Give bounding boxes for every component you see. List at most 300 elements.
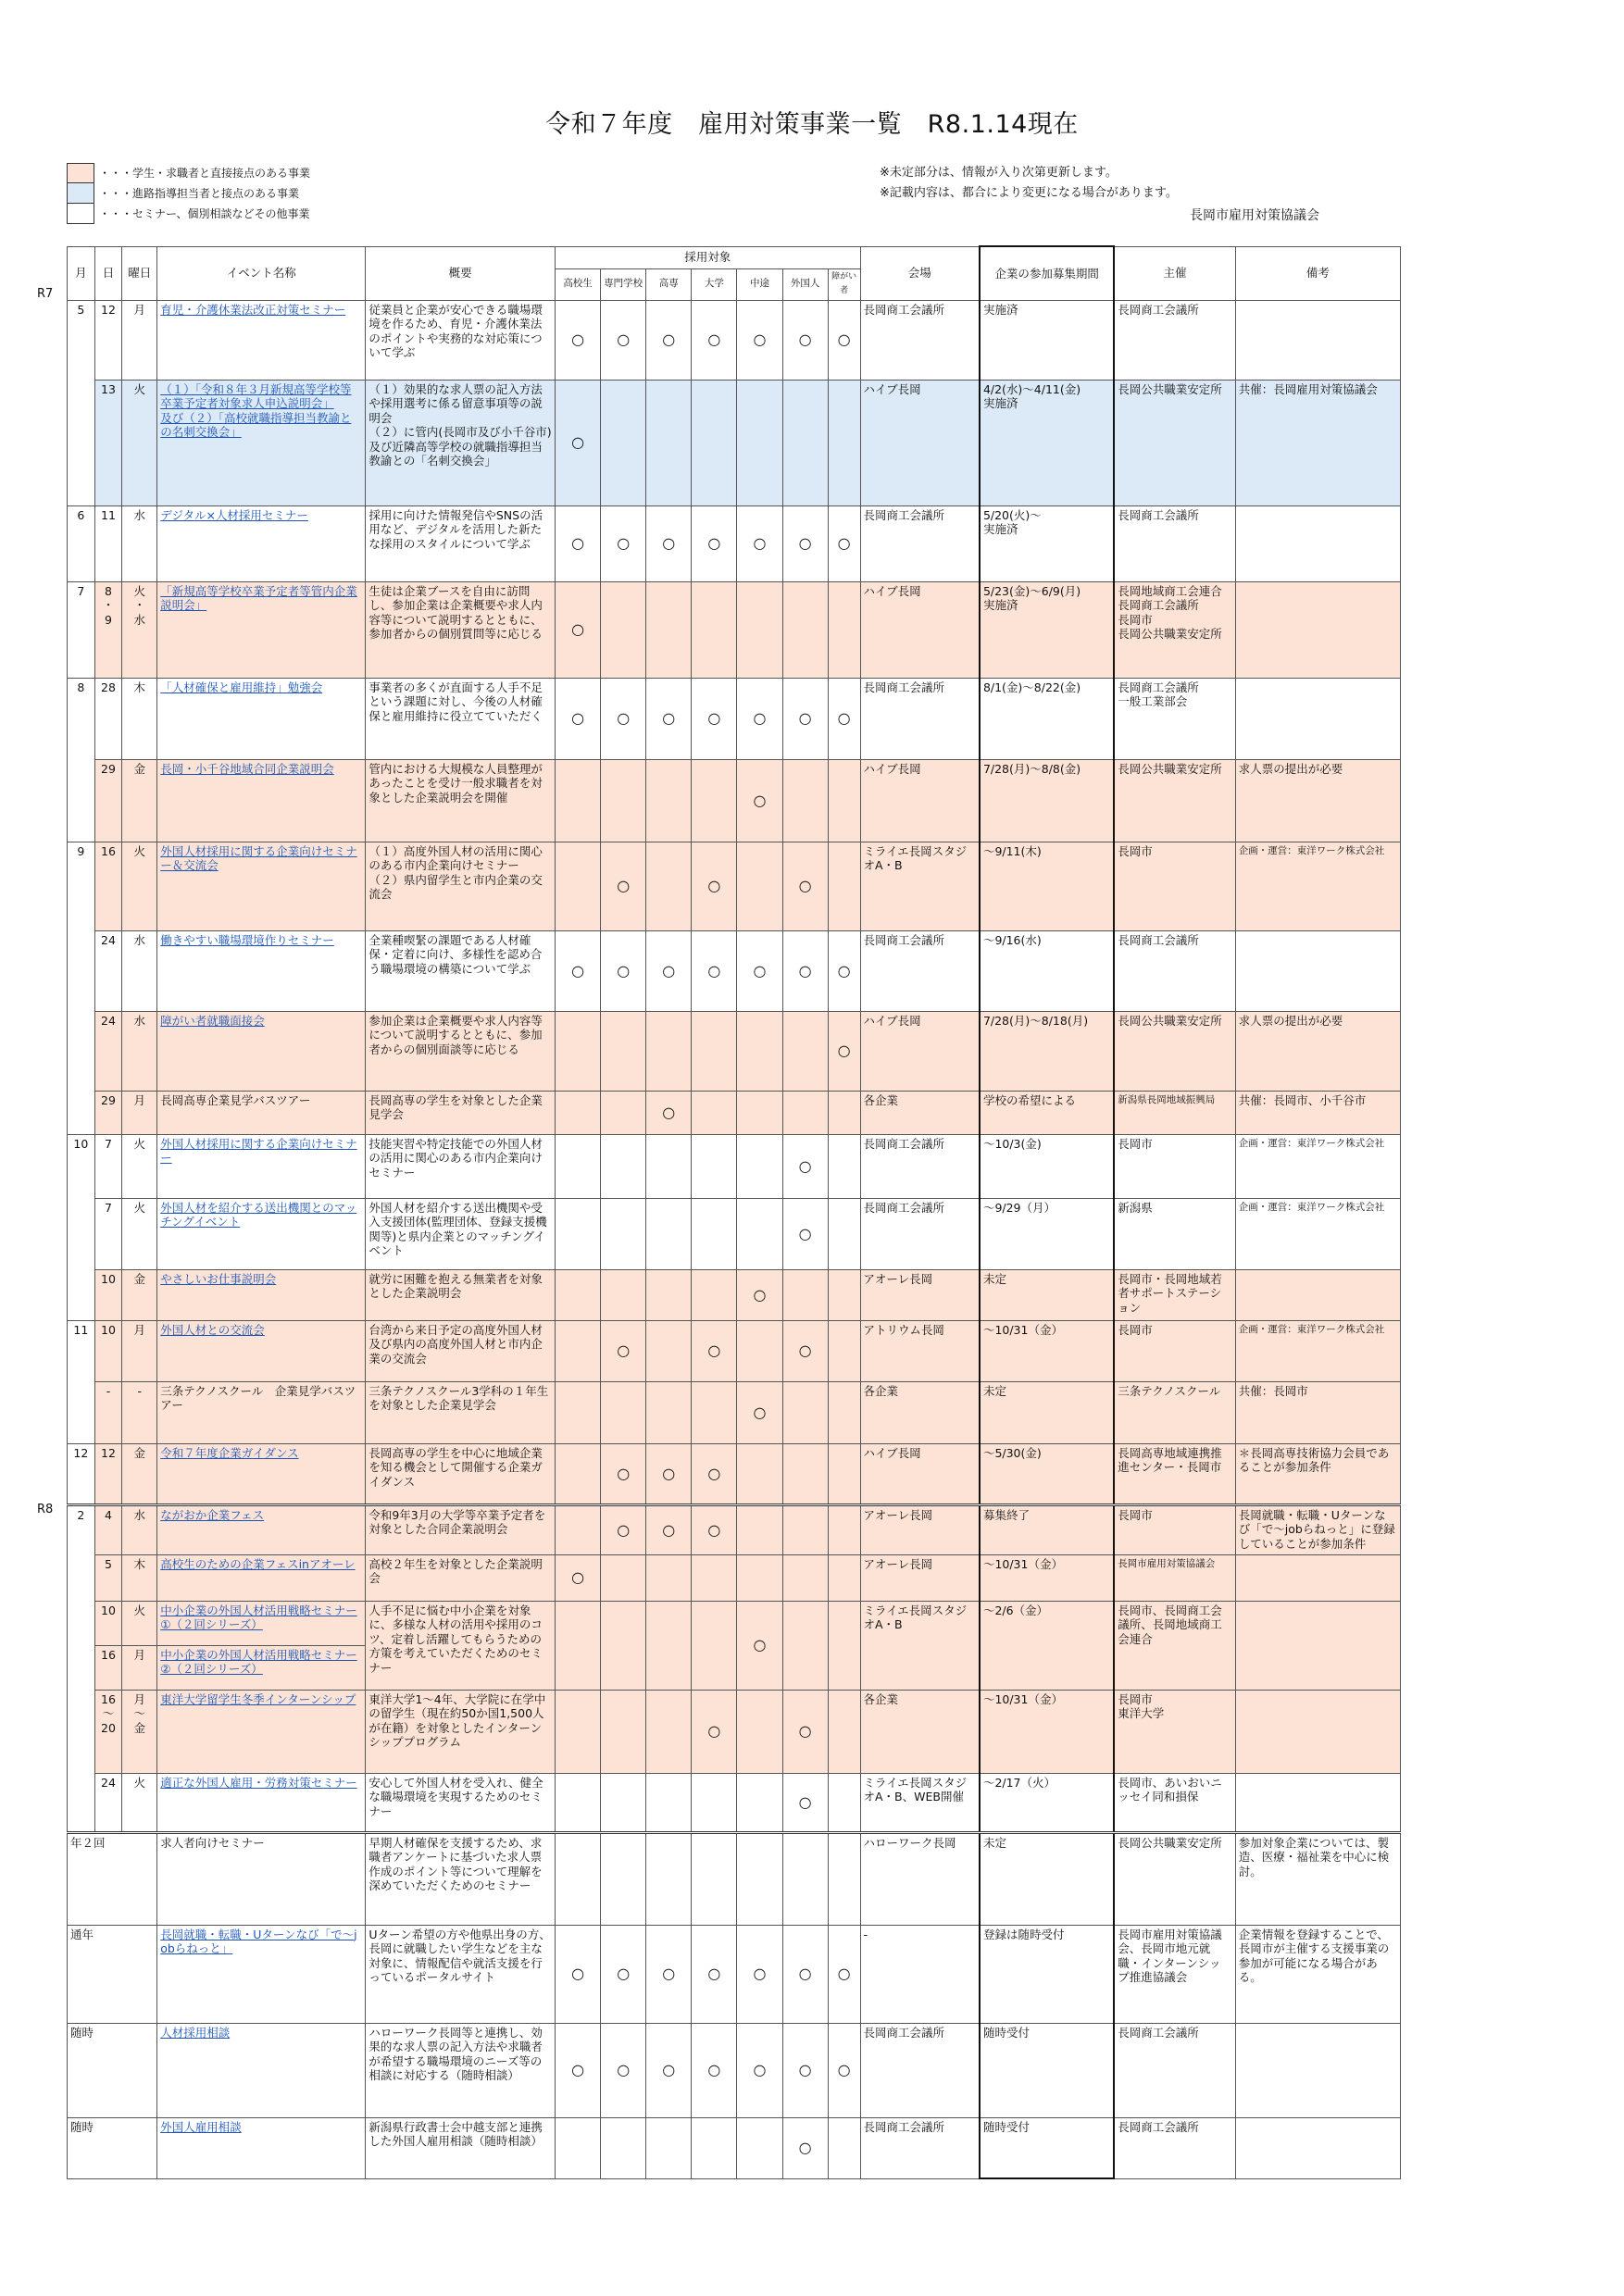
col-host: 主催 <box>1114 246 1235 300</box>
event-link[interactable] <box>160 1446 298 1460</box>
target-cell <box>601 1269 646 1320</box>
cell-text: 金 <box>133 1445 146 1460</box>
col-target-midcareer: 中途 <box>737 268 782 300</box>
cell-text: 実施済 <box>982 598 1018 612</box>
host-cell <box>1114 1832 1235 1925</box>
cell-text: 参加企業は企業概要や求人内容等について説明するとともに、参加者からの個別面談等に応じる <box>369 1013 543 1056</box>
cell-text: 事業者の多くが直面する人手不足という課題に対し、今後の人材確保と雇用維持に役立てていただく <box>369 680 543 723</box>
month-cell <box>68 678 95 842</box>
target-cell: ○ <box>737 505 782 581</box>
cell-text: 29 <box>101 761 116 776</box>
cell-text: 東洋大学 <box>1118 1706 1165 1720</box>
weekday-cell <box>122 1554 157 1601</box>
cell-text: 12 <box>101 302 116 317</box>
venue-cell <box>860 1601 980 1690</box>
target-cell <box>828 1269 860 1320</box>
target-cell: ○ <box>556 300 601 380</box>
target-cell: ○ <box>782 930 828 1011</box>
event-name-cell <box>157 2023 366 2117</box>
event-row <box>68 2117 1401 2178</box>
target-cell <box>782 759 828 842</box>
remarks-cell <box>1235 1198 1400 1269</box>
target-cell: ○ <box>556 1554 601 1601</box>
venue-cell <box>860 759 980 842</box>
cell-text: 育児・介護休業法改正対策セミナー <box>160 302 346 317</box>
cell-text: - <box>137 1383 143 1398</box>
note-line: ※未定部分は、情報が入り次第更新します。 <box>880 166 1118 180</box>
cell-text: 求人者向けセミナー <box>160 1835 265 1850</box>
remarks-cell <box>1235 1011 1400 1091</box>
cell-text: 実施済 <box>982 302 1018 317</box>
summary-cell <box>366 1554 556 1601</box>
summary-cell <box>366 1773 556 1832</box>
col-target: 採用対象 <box>556 246 860 268</box>
cell-text: 各企業 <box>863 1691 899 1706</box>
cell-text: ～9/29（月） <box>982 1200 1056 1215</box>
cell-text: ハイブ長岡 <box>863 1013 921 1028</box>
day-cell <box>94 759 122 842</box>
target-cell: ○ <box>556 380 601 505</box>
cell-text: 共催：長岡市 <box>1238 1383 1308 1398</box>
day-cell <box>94 1554 122 1601</box>
target-cell <box>737 1773 782 1832</box>
cell-text: デジタル×人材採用セミナー <box>160 507 308 522</box>
day-cell <box>94 300 122 380</box>
target-cell: ○ <box>828 2023 860 2117</box>
event-name <box>160 1836 265 1850</box>
event-link[interactable] <box>160 303 345 317</box>
cell-text: 従業員と企業が安心できる職場環境を作るため、育児・介護休業法のポイントや実務的な対応策について学ぶ <box>369 302 543 359</box>
venue-cell <box>860 1554 980 1601</box>
cell-text: 月 <box>133 1092 146 1107</box>
event-link[interactable] <box>160 1603 357 1632</box>
cell-text: 火 <box>133 1200 146 1215</box>
event-link[interactable] <box>160 382 351 440</box>
day-cell <box>94 1690 122 1773</box>
cell-text: 長岡市 <box>1118 843 1153 858</box>
target-cell: ○ <box>782 678 828 759</box>
day-cell <box>94 505 122 581</box>
summary-cell <box>366 1198 556 1269</box>
target-cell <box>692 380 737 505</box>
col-summary: 概要 <box>366 246 556 300</box>
event-link[interactable] <box>160 584 357 613</box>
cell-text: 随時 <box>70 2025 94 2040</box>
cell-text: 9 <box>77 843 85 858</box>
target-cell <box>646 1381 692 1443</box>
cell-text: 長岡市 <box>1118 1507 1153 1522</box>
host-cell <box>1114 1601 1235 1690</box>
event-link[interactable] <box>160 2120 242 2134</box>
cell-text: アオーレ長岡 <box>863 1556 933 1571</box>
cell-text: 火 <box>133 1775 146 1790</box>
cell-text: 長岡商工会議所 <box>863 2119 945 2134</box>
target-cell <box>601 1690 646 1773</box>
host-cell <box>1114 1011 1235 1091</box>
cell-text: （１）効果的な求人票の記入方法や採用選考に係る留意事項等の説明会 <box>369 381 543 425</box>
cell-text: 長岡市 <box>1118 1322 1153 1337</box>
target-cell: ○ <box>782 505 828 581</box>
target-cell <box>828 1554 860 1601</box>
event-row <box>68 1269 1401 1320</box>
summary-cell <box>366 1443 556 1504</box>
target-cell <box>601 1134 646 1198</box>
remarks-cell <box>1235 1773 1400 1832</box>
event-name-cell <box>157 1134 366 1198</box>
cell-text: 及び（２）「高校就職指導担当教諭との名刺交換会」 <box>160 410 352 439</box>
venue-cell <box>860 2117 980 2178</box>
event-link[interactable] <box>160 2026 230 2040</box>
target-cell <box>782 1381 828 1443</box>
venue-cell <box>860 581 980 678</box>
event-link[interactable] <box>160 508 308 522</box>
target-cell <box>692 1091 737 1134</box>
target-cell <box>601 759 646 842</box>
target-cell <box>737 842 782 930</box>
target-cell: ○ <box>556 505 601 581</box>
cell-text: 長岡市・長岡地域若者サポートステーション <box>1118 1271 1222 1315</box>
venue-cell <box>860 1011 980 1091</box>
host-cell <box>1114 2117 1235 2178</box>
remarks-cell <box>1235 1504 1400 1554</box>
event-row <box>68 1320 1401 1381</box>
event-row <box>68 1443 1401 1504</box>
target-cell: ○ <box>556 930 601 1011</box>
event-name-cell <box>157 1645 366 1690</box>
cell-text: ～10/31（金） <box>982 1691 1063 1706</box>
target-cell: ○ <box>556 678 601 759</box>
month-cell <box>68 1320 95 1443</box>
cell-text: 5/23(金)～6/9(月) <box>982 583 1081 598</box>
legend-swatch <box>67 163 94 183</box>
target-cell <box>601 1198 646 1269</box>
target-cell: ○ <box>556 1925 601 2023</box>
event-row <box>68 1091 1401 1134</box>
day-cell <box>94 842 122 930</box>
target-cell <box>828 1091 860 1134</box>
remarks-cell <box>1235 1134 1400 1198</box>
cell-text: 4 <box>105 1507 112 1522</box>
day-cell <box>94 1134 122 1198</box>
month-cell <box>68 1925 157 2023</box>
cell-text: ハイブ長岡 <box>863 381 921 396</box>
cell-text: 5/20(火)～ <box>982 507 1042 522</box>
venue-cell <box>860 1443 980 1504</box>
target-cell <box>601 380 646 505</box>
target-cell <box>692 1773 737 1832</box>
target-cell <box>782 1011 828 1091</box>
weekday-cell <box>122 1443 157 1504</box>
event-link[interactable] <box>160 1776 357 1790</box>
period-cell <box>980 1134 1114 1198</box>
target-cell: ○ <box>737 678 782 759</box>
event-link[interactable] <box>160 1692 356 1706</box>
target-cell <box>828 581 860 678</box>
event-name-cell <box>157 1320 366 1381</box>
target-cell: ○ <box>556 581 601 678</box>
target-cell <box>556 1773 601 1832</box>
year-label-r8: R8 <box>37 1503 54 1516</box>
cell-text: 企画・運営：東洋ワーク株式会社 <box>1238 1201 1385 1213</box>
period-cell <box>980 1925 1114 2023</box>
target-cell: ○ <box>601 1925 646 2023</box>
venue-cell <box>860 842 980 930</box>
event-link[interactable] <box>160 1014 265 1028</box>
summary-cell <box>366 1269 556 1320</box>
event-name-cell <box>157 1381 366 1443</box>
target-cell: ○ <box>601 930 646 1011</box>
cell-text: 長岡高専の学生を対象とした企業見学会 <box>369 1092 543 1121</box>
cell-text: ～5/30(金) <box>982 1445 1042 1460</box>
legend-label: ・・・進路指導担当者と接点のある事業 <box>99 187 300 200</box>
cell-text: 長岡公共職業安定所 <box>1118 627 1222 641</box>
cell-text: 16 <box>101 1647 116 1662</box>
target-cell <box>556 1381 601 1443</box>
remarks-cell <box>1235 300 1400 380</box>
cell-text: 採用に向けた情報発信やSNSの活用など、デジタルを活用した新たな採用のスタイルについて学ぶ <box>369 507 543 551</box>
venue-cell <box>860 300 980 380</box>
cell-text: - <box>863 1927 868 1941</box>
cell-text: 10 <box>101 1271 116 1286</box>
event-link[interactable] <box>160 1508 264 1522</box>
target-cell <box>646 1198 692 1269</box>
day-cell <box>94 678 122 759</box>
target-cell <box>828 842 860 930</box>
event-name-cell <box>157 930 366 1011</box>
event-name-cell <box>157 1504 366 1554</box>
cell-text: 長岡市雇用対策協議会 <box>1118 1557 1216 1569</box>
cell-text: ～2/6（金） <box>982 1603 1049 1617</box>
target-cell <box>692 1269 737 1320</box>
venue-cell <box>860 930 980 1011</box>
cell-text: 8/1(金)～8/22(金) <box>982 680 1081 694</box>
month-cell <box>68 505 95 581</box>
cell-text: 令和７年度企業ガイダンス <box>160 1445 299 1460</box>
target-cell <box>646 1773 692 1832</box>
cell-text: 12 <box>101 1445 116 1460</box>
cell-text: ハローワーク長岡 <box>863 1835 956 1850</box>
cell-text: 新潟県長岡地域振興局 <box>1118 1093 1216 1105</box>
target-cell <box>646 1011 692 1091</box>
cell-text: 高校２年生を対象とした企業説明会 <box>369 1556 543 1585</box>
event-row <box>68 1690 1401 1773</box>
legend-swatch <box>67 183 94 204</box>
target-cell <box>601 1601 646 1690</box>
event-link[interactable] <box>160 844 357 873</box>
host-cell <box>1114 1690 1235 1773</box>
target-cell <box>601 1011 646 1091</box>
cell-text: 新潟県 <box>1118 1200 1153 1215</box>
target-cell <box>601 2117 646 2178</box>
weekday-cell <box>122 842 157 930</box>
target-cell <box>646 1269 692 1320</box>
venue-cell <box>860 1269 980 1320</box>
cell-text: 11 <box>101 507 116 522</box>
cell-text: 7 <box>105 1136 112 1151</box>
period-cell <box>980 930 1114 1011</box>
cell-text: 共催：長岡市、小千谷市 <box>1238 1092 1367 1107</box>
cell-text: ハローワーク長岡等と連携し、効果的な求人票の記入方法や求職者が希望する職場環境のニーズ等の相談に対応する（随時相談） <box>369 2025 543 2082</box>
event-row <box>68 1134 1401 1198</box>
target-cell: ○ <box>782 2117 828 2178</box>
cell-text: 各企業 <box>863 1092 899 1107</box>
target-cell: ○ <box>601 1320 646 1381</box>
cell-text: 長岡商工会議所 <box>863 507 945 522</box>
summary-cell <box>366 1925 556 2023</box>
event-link[interactable] <box>160 762 334 776</box>
cell-text: 金 <box>133 1720 146 1735</box>
host-cell <box>1114 1134 1235 1198</box>
cell-text: 障がい者就職面接会 <box>160 1013 265 1028</box>
event-row <box>68 1925 1401 2023</box>
target-cell: ○ <box>828 930 860 1011</box>
cell-text: 募集終了 <box>982 1507 1030 1522</box>
period-cell <box>980 380 1114 505</box>
event-link[interactable] <box>160 680 322 694</box>
event-link[interactable] <box>160 1928 356 1956</box>
cell-text: 長岡市、長岡商工会議所、長岡地域商工会連合 <box>1118 1603 1222 1646</box>
cell-text: 外国人雇用相談 <box>160 2119 242 2134</box>
summary-cell <box>366 581 556 678</box>
cell-text: 高校生のための企業フェスinアオーレ <box>160 1556 356 1571</box>
cell-text: ＊長岡高専技術協力会員であることが参加条件 <box>1238 1445 1390 1474</box>
target-cell: ○ <box>692 1925 737 2023</box>
target-cell <box>737 1443 782 1504</box>
remarks-cell <box>1235 759 1400 842</box>
cell-text: 長岡市、あいおいニッセイ同和損保 <box>1118 1775 1222 1803</box>
venue-cell <box>860 1381 980 1443</box>
target-cell <box>737 581 782 678</box>
col-period: 企業の参加募集期間 <box>980 246 1114 300</box>
cell-text: ハイブ長岡 <box>863 761 921 776</box>
host-cell <box>1114 1091 1235 1134</box>
cell-text: 長岡市 <box>1118 1136 1153 1151</box>
cell-text: 長岡商工会議所 <box>1118 932 1199 947</box>
day-cell <box>94 380 122 505</box>
day-cell <box>94 581 122 678</box>
cell-text: 長岡地域商工会連合 <box>1118 583 1222 598</box>
period-cell <box>980 505 1114 581</box>
host-cell <box>1114 581 1235 678</box>
target-cell: ○ <box>737 300 782 380</box>
target-cell <box>646 1134 692 1198</box>
event-row <box>68 930 1401 1011</box>
cell-text: 中小企業の外国人材活用戦略セミナー①（２回シリーズ） <box>160 1603 357 1631</box>
month-cell <box>68 1504 95 1832</box>
cell-text: 未定 <box>982 1383 1006 1398</box>
event-name-cell <box>157 1091 366 1134</box>
cell-text: 実施済 <box>982 396 1018 410</box>
target-cell <box>782 1504 828 1554</box>
weekday-cell <box>122 300 157 380</box>
day-cell <box>94 1504 122 1554</box>
summary-cell <box>366 842 556 930</box>
target-cell: ○ <box>646 1504 692 1554</box>
remarks-cell <box>1235 842 1400 930</box>
host-cell <box>1114 1198 1235 1269</box>
cell-text: 働きやすい職場環境作りセミナー <box>160 932 334 947</box>
remarks-cell <box>1235 2023 1400 2117</box>
event-link[interactable] <box>160 1557 355 1571</box>
host-cell <box>1114 1773 1235 1832</box>
cell-text: 安心して外国人材を受入れ、健全な職場環境を実現するためのセミナー <box>369 1775 543 1818</box>
summary-cell <box>366 300 556 380</box>
period-cell <box>980 1269 1114 1320</box>
cell-text: 長岡商工会議所 <box>1118 2025 1199 2040</box>
cell-text: 長岡商工会議所 <box>1118 2119 1199 2134</box>
target-cell <box>737 1690 782 1773</box>
target-cell <box>646 1690 692 1773</box>
event-row <box>68 380 1401 505</box>
host-cell <box>1114 678 1235 759</box>
target-cell <box>692 759 737 842</box>
period-cell <box>980 1091 1114 1134</box>
cell-text: ～2/17（火） <box>982 1775 1056 1790</box>
target-cell: ○ <box>828 505 860 581</box>
cell-text: ～10/31（金） <box>982 1556 1063 1571</box>
remarks-cell <box>1235 1601 1400 1690</box>
event-link[interactable] <box>160 1648 357 1677</box>
period-cell <box>980 1443 1114 1504</box>
target-cell <box>646 759 692 842</box>
event-link[interactable] <box>160 1323 265 1337</box>
day-cell <box>94 1320 122 1381</box>
venue-cell <box>860 1198 980 1269</box>
cell-text: 適正な外国人雇用・労務対策セミナー <box>160 1775 357 1790</box>
host-cell <box>1114 2023 1235 2117</box>
target-cell <box>601 1381 646 1443</box>
weekday-cell <box>122 1601 157 1645</box>
host-cell <box>1114 505 1235 581</box>
period-cell <box>980 1011 1114 1091</box>
host-cell <box>1114 1320 1235 1381</box>
header-row <box>68 246 1401 268</box>
weekday-cell <box>122 1504 157 1554</box>
cell-text: 8 <box>105 583 112 598</box>
cell-text: 4/2(水)～4/11(金) <box>982 381 1081 396</box>
cell-text: 長岡就職・転職・Uターンなび「で～jobらねっと」に登録していることが参加条件 <box>1238 1507 1395 1551</box>
weekday-cell <box>122 1690 157 1773</box>
target-cell <box>828 380 860 505</box>
venue-cell <box>860 1925 980 2023</box>
col-venue: 会場 <box>860 246 980 300</box>
event-link[interactable] <box>160 1201 356 1229</box>
period-cell <box>980 581 1114 678</box>
cell-text: 11 <box>73 1322 89 1337</box>
cell-text: 長岡商工会議所 <box>863 1136 945 1151</box>
events-table <box>67 245 1401 2179</box>
event-row <box>68 1601 1401 1645</box>
target-cell: ○ <box>692 505 737 581</box>
event-name-cell <box>157 1773 366 1832</box>
event-link[interactable] <box>160 1137 357 1166</box>
cell-text: 未定 <box>982 1271 1006 1286</box>
event-link[interactable] <box>160 1272 276 1286</box>
summary-cell <box>366 1091 556 1134</box>
cell-text: 企画・運営：東洋ワーク株式会社 <box>1238 1137 1385 1149</box>
target-cell <box>556 1011 601 1091</box>
event-link[interactable] <box>160 933 334 947</box>
cell-text: 「新規高等学校卒業予定者等管内企業説明会」 <box>160 583 357 612</box>
cell-text: 10 <box>101 1603 116 1617</box>
cell-text: （２）に管内(長岡市及び小千谷市)及び近隣高等学校の就職指導担当教諭との「名刺交換会」 <box>369 425 552 468</box>
cell-text: 随時 <box>70 2119 94 2134</box>
host-cell <box>1114 1381 1235 1443</box>
remarks-cell <box>1235 1320 1400 1381</box>
summary-cell <box>366 1134 556 1198</box>
cell-text: （１）「令和８年３月新規高等学校等卒業予定者対象求人申込説明会」 <box>160 381 352 410</box>
cell-text: 長岡・小千谷地域合同企業説明会 <box>160 761 334 776</box>
